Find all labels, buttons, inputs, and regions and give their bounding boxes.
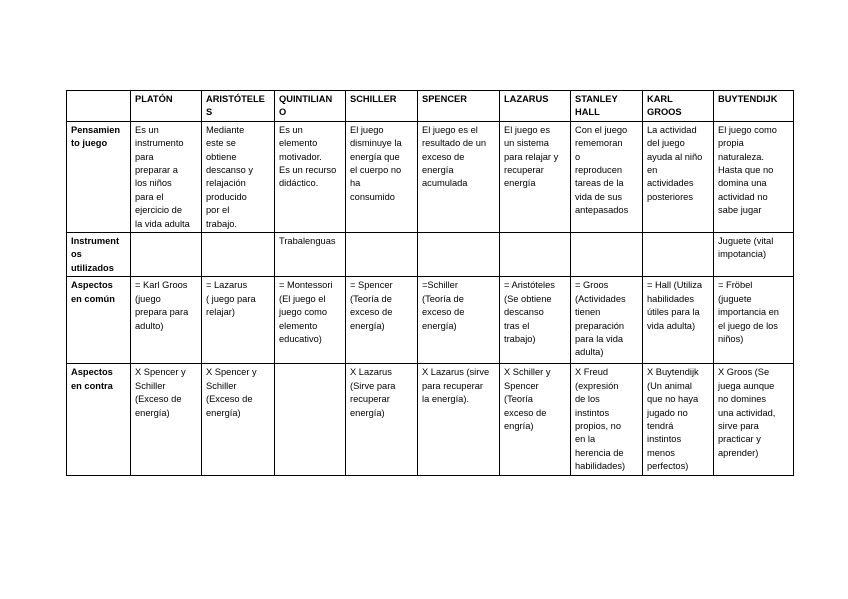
table-cell: = Groos (Actividades tienen preparación para la vida adulta): [571, 277, 643, 364]
table-cell: = Karl Groos (juego prepara para adulto): [131, 277, 202, 364]
table-cell: [571, 233, 643, 277]
table-cell: X Schiller y Spencer (Teoría exceso de engría): [500, 364, 571, 475]
header-cell-corner: [67, 91, 131, 122]
table-cell: [131, 233, 202, 277]
table-cell: Con el juego rememoran o reproducen tareas de la vida de sus antepasados: [571, 121, 643, 232]
table-cell: = Spencer (Teoría de exceso de energía): [346, 277, 418, 364]
row-label: Aspectos en común: [67, 277, 131, 364]
table-row-instrumentos: [67, 233, 794, 277]
table-cell: = Montessori (El juego el juego como elemento educativo): [275, 277, 346, 364]
table-cell: X Lazarus (Sirve para recuperar energía): [346, 364, 418, 475]
table-cell: X Freud (expresión de los instintos propios, no en la herencia de habilidades): [571, 364, 643, 475]
table-row-aspectos-comun: [67, 277, 794, 364]
header-cell-quintiliano: QUINTILIAN O: [275, 91, 346, 122]
table-cell: = Lazarus ( juego para relajar): [202, 277, 275, 364]
table-cell: = Fröbel (juguete importancia en el juego de los niños): [714, 277, 794, 364]
table-cell: [643, 233, 714, 277]
table-cell: La actividad del juego ayuda al niño en actividades posteriores: [643, 121, 714, 232]
table-cell: [418, 233, 500, 277]
table-cell: El juego como propia naturaleza. Hasta que no domina una actividad no sabe jugar: [714, 121, 794, 232]
header-cell-lazarus: LAZARUS: [500, 91, 571, 122]
header-cell-spencer: SPENCER: [418, 91, 500, 122]
table-cell: Trabalenguas: [275, 233, 346, 277]
table-cell: [202, 233, 275, 277]
row-label: Instrument os utilizados: [67, 233, 131, 277]
table-cell: = Hall (Utiliza habilidades útiles para la vida adulta): [643, 277, 714, 364]
table-cell: X Lazarus (sirve para recuperar la energía).: [418, 364, 500, 475]
table-cell: = Aristóteles (Se obtiene descanso tras el trabajo): [500, 277, 571, 364]
table-cell: X Spencer y Schiller (Exceso de energía): [131, 364, 202, 475]
row-label: Pensamien to juego: [67, 121, 131, 232]
table-cell: [275, 364, 346, 475]
table-row-pensamiento: [67, 121, 794, 232]
header-cell-stanley-hall: STANLEY HALL: [571, 91, 643, 122]
table-cell: El juego es el resultado de un exceso de energía acumulada: [418, 121, 500, 232]
table-cell: El juego es un sistema para relajar y recuperar energía: [500, 121, 571, 232]
table-cell: Juguete (vital impotancia): [714, 233, 794, 277]
table-cell: X Buytendijk (Un animal que no haya jugado no tendrá instintos menos perfectos): [643, 364, 714, 475]
header-cell-aristoteles: ARISTÓTELES: [202, 91, 275, 122]
table-cell: Es un instrumento para preparar a los niños para el ejercicio de la vida adulta: [131, 121, 202, 232]
header-cell-karl-groos: KARL GROOS: [643, 91, 714, 122]
table-cell: [500, 233, 571, 277]
table-cell: [346, 233, 418, 277]
table-cell: =Schiller (Teoría de exceso de energía): [418, 277, 500, 364]
table-cell: X Spencer y Schiller (Exceso de energía): [202, 364, 275, 475]
table-cell: X Groos (Se juega aunque no domines una actividad, sirve para practicar y aprender): [714, 364, 794, 475]
header-row: [67, 91, 794, 122]
table-cell: El juego disminuye la energía que el cuerpo no ha consumido: [346, 121, 418, 232]
comparison-table: [66, 90, 794, 476]
header-cell-schiller: SCHILLER: [346, 91, 418, 122]
row-label: Aspectos en contra: [67, 364, 131, 475]
table-cell: Es un elemento motivador. Es un recurso didáctico.: [275, 121, 346, 232]
header-cell-platon: PLATÓN: [131, 91, 202, 122]
table-row-aspectos-contra: [67, 364, 794, 475]
header-cell-buytendijk: BUYTENDIJK: [714, 91, 794, 122]
table-cell: Mediante este se obtiene descanso y relajación producido por el trabajo.: [202, 121, 275, 232]
